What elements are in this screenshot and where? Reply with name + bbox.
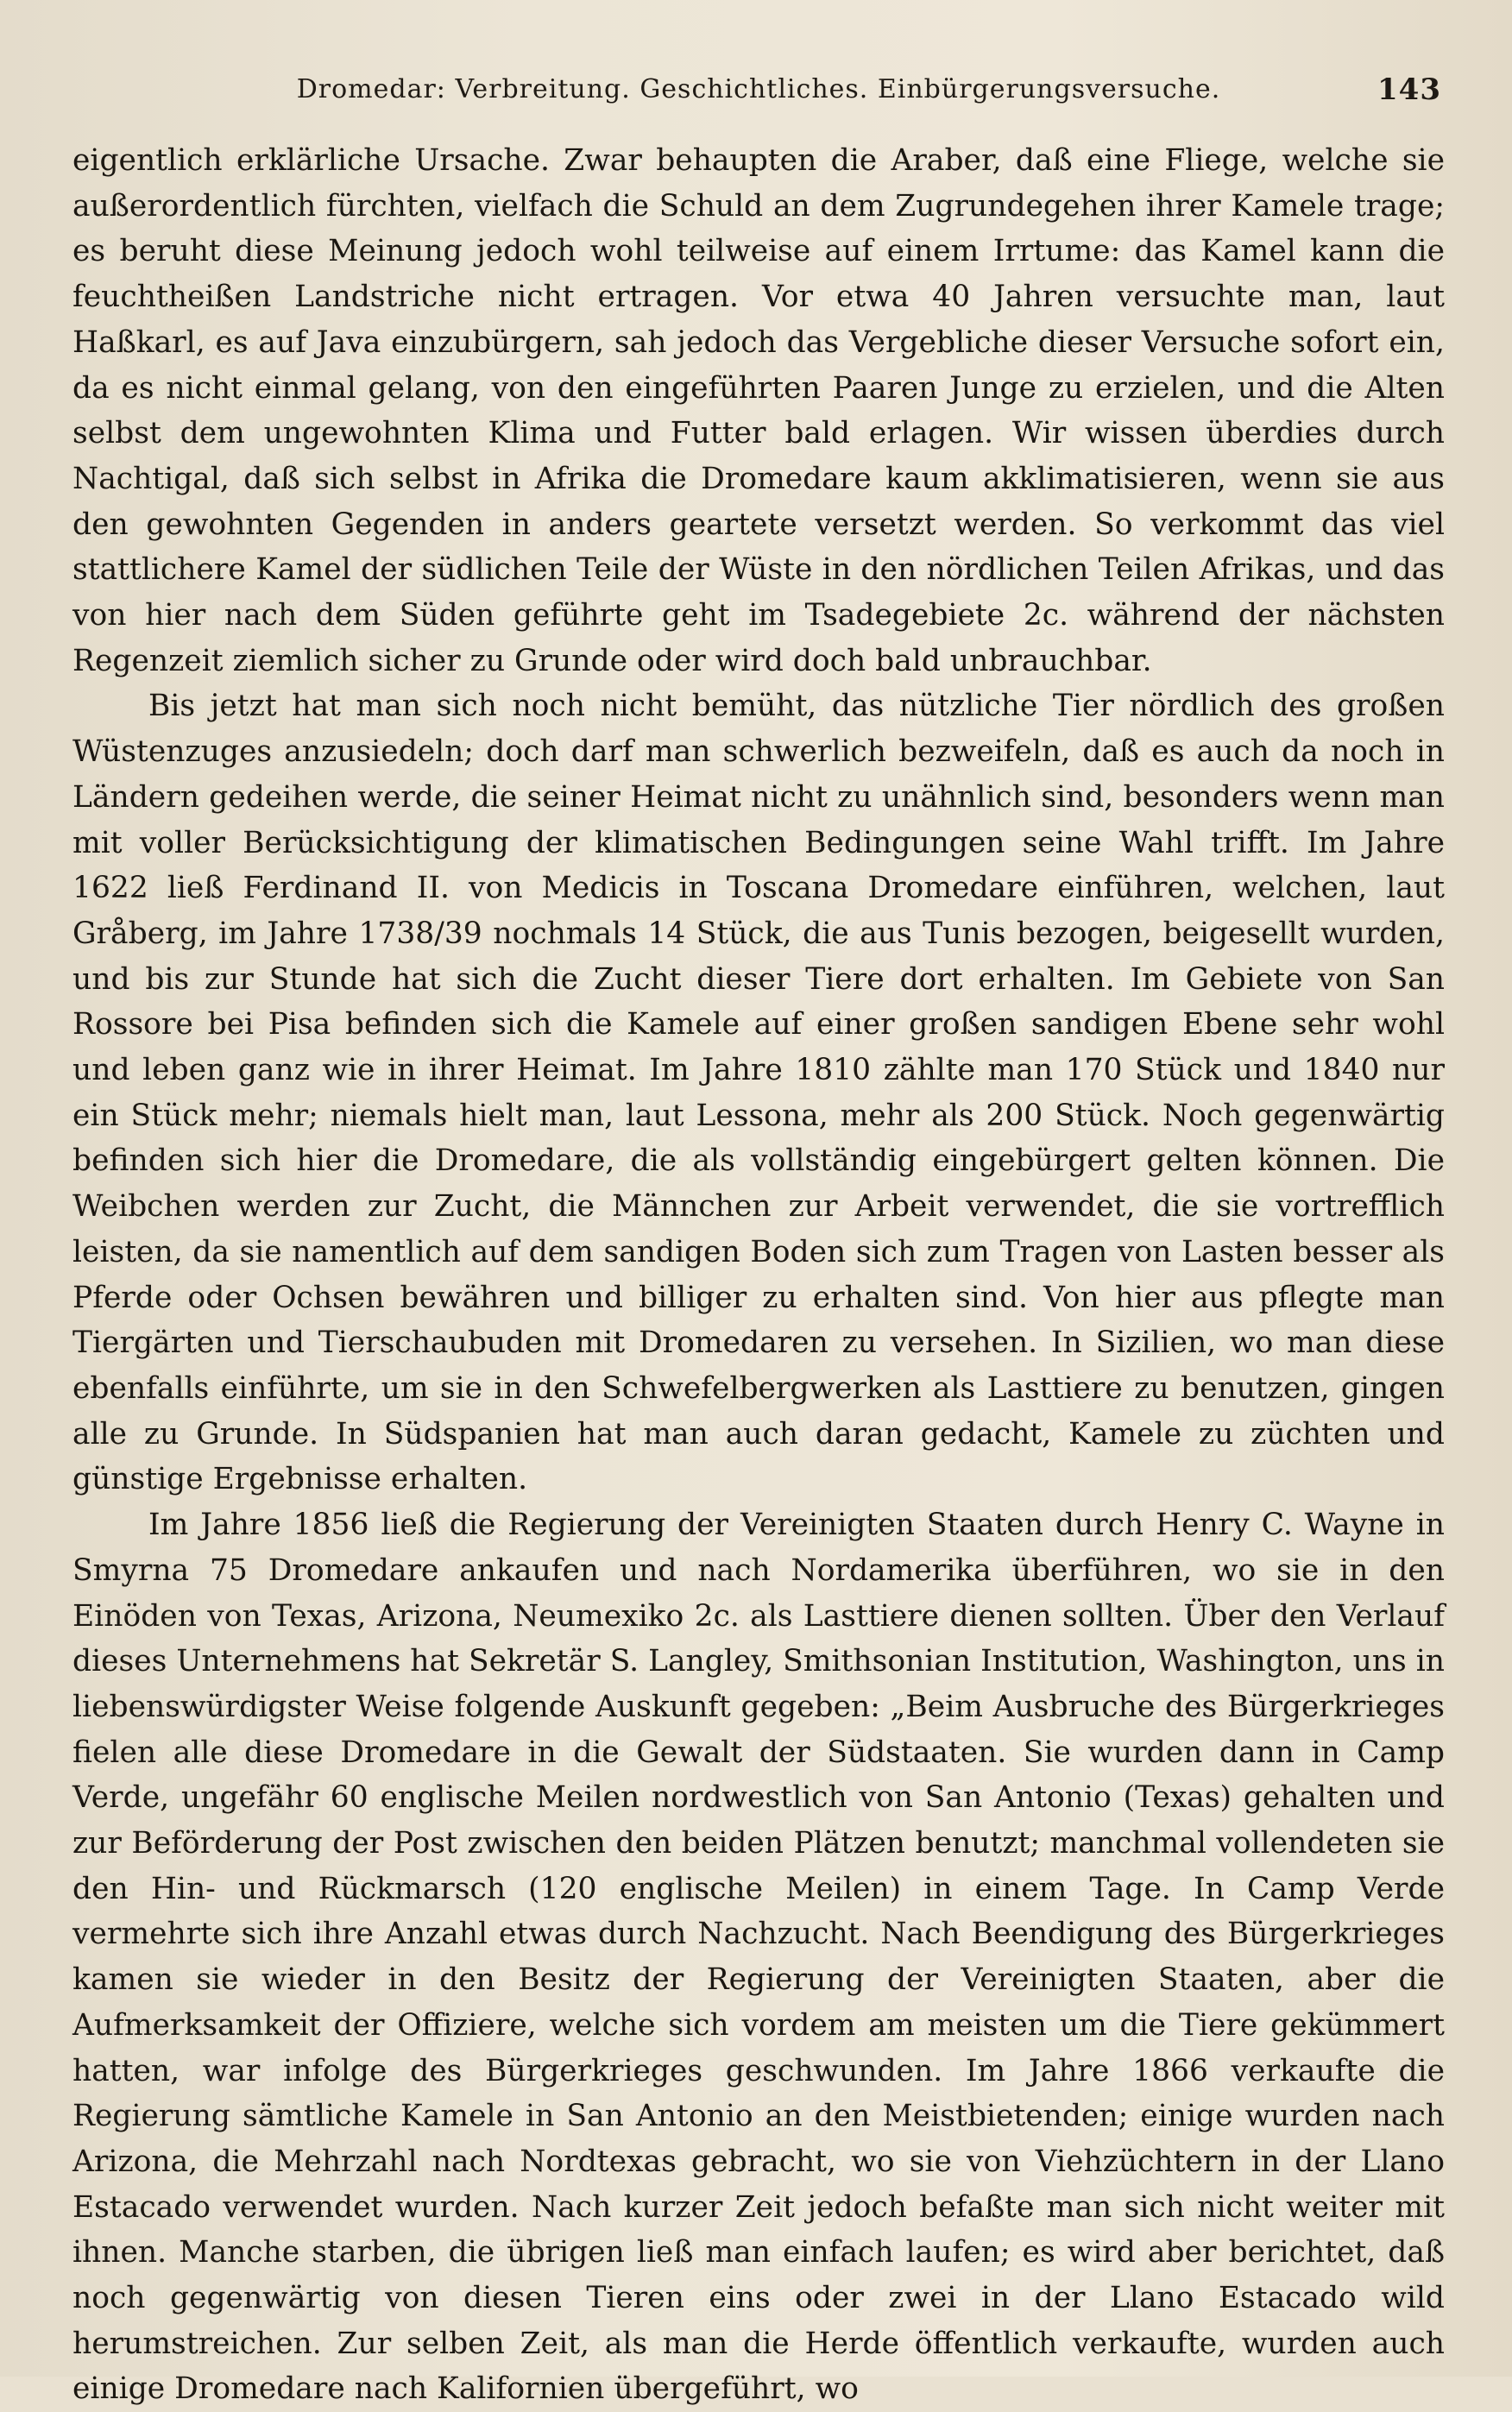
paragraph-3: Im Jahre 1856 ließ die Regierung der Vereinigten Staaten durch Henry C. Wayne in Smyrna 75 Dromedare ankaufen und nach Nordamerika überführen, wo sie in den Einöden von Texas, Arizona, Neumexiko 2c. als Lasttiere dienen sollten. Über den Verlauf dieses Unternehmens hat Sekretär S. Langley, Smithsonian Institution, Washington, uns in liebenswürdigster Weise folgende Auskunft gegeben: „Beim Ausbruche des Bürgerkrieges fielen alle diese Dromedare in die Gewalt der Südstaaten. Sie wurden dann in Camp Verde, ungefähr 60 englische Meilen nordwestlich von San Antonio (Texas) gehalten und zur Beförderung der Post zwischen den beiden Plätzen benutzt; manchmal vollendeten sie den Hin- und Rückmarsch (120 englische Meilen) in einem Tage. In Camp Verde vermehrte sich ihre Anzahl etwas durch Nachzucht. Nach Beendigung des Bürgerkrieges kamen sie wieder in den Besitz der Regierung der Vereinigten Staaten, aber die Aufmerksamkeit der Offiziere, welche sich vordem am meisten um die Tiere gekümmert hatten, war infolge des Bürgerkrieges geschwunden. Im Jahre 1866 verkaufte die Regierung sämtliche Kamele in San Antonio an den Meistbietenden; einige wurden nach Arizona, die Mehrzahl nach Nordtexas gebracht, wo sie von Viehzüchtern in der Llano Estacado verwendet wurden. Nach kurzer Zeit jedoch befaßte man sich nicht weiter mit ihnen. Manche starben, die übrigen ließ man einfach laufen; es wird aber berichtet, daß noch gegenwärtig von diesen Tieren eins oder zwei in der Llano Estacado wild herumstreichen. Zur selben Zeit, als man die Herde öffentlich verkaufte, wurden auch einige Dromedare nach Kalifornien übergeführt, wo (72, 1508, 1445, 2407)
page-number: 143 (1377, 72, 1441, 107)
running-head: Dromedar: Verbreitung. Geschichtliches. Einbürgerungsversuche. (296, 74, 1221, 104)
paragraph-1: eigentlich erklärliche Ursache. Zwar behaupten die Araber, daß eine Fliege, welche sie außerordentlich fürchten, vielfach die Schuld an dem Zugrundegehen ihrer Kamele trage; es beruht diese Meinung jedoch wohl teilweise auf einem Irrtume: das Kamel kann die feuchtheißen Landstriche nicht ertragen. Vor etwa 40 Jahren versuchte man, laut Haßkarl, es auf Java einzubürgern, sah jedoch das Vergebliche dieser Versuche sofort ein, da es nicht einmal gelang, von den eingeführten Paaren Junge zu erzielen, und die Alten selbst dem ungewohnten Klima und Futter bald erlagen. Wir wissen überdies durch Nachtigal, daß sich selbst in Afrika die Dromedare kaum akklimatisieren, wenn sie aus den gewohnten Gegenden in anders geartete versetzt werden. So verkommt das viel stattlichere Kamel der südlichen Teile der Wüste in den nördlichen Teilen Afrikas, und das von hier nach dem Süden geführte geht im Tsadegebiete 2c. während der nächsten Regenzeit ziemlich sicher zu Grunde oder wird doch bald unbrauchbar. (72, 143, 1445, 678)
page-header (76, 67, 1441, 119)
body-text (72, 138, 1445, 2412)
paragraph-2: Bis jetzt hat man sich noch nicht bemüht, das nützliche Tier nördlich des großen Wüstenzuges anzusiedeln; doch darf man schwerlich bezweifeln, daß es auch da noch in Ländern gedeihen werde, die seiner Heimat nicht zu unähnlich sind, besonders wenn man mit voller Berücksichtigung der klimatischen Bedingungen seine Wahl trifft. Im Jahre 1622 ließ Ferdinand II. von Medicis in Toscana Dromedare einführen, welchen, laut Gråberg, im Jahre 1738/39 nochmals 14 Stück, die aus Tunis bezogen, beigesellt wurden, und bis zur Stunde hat sich die Zucht dieser Tiere dort erhalten. Im Gebiete von San Rossore bei Pisa befinden sich die Kamele auf einer großen sandigen Ebene sehr wohl und leben ganz wie in ihrer Heimat. Im Jahre 1810 zählte man 170 Stück und 1840 nur ein Stück mehr; niemals hielt man, laut Lessona, mehr als 200 Stück. Noch gegenwärtig befinden sich hier die Dromedare, die als vollständig eingebürgert gelten können. Die Weibchen werden zur Zucht, die Männchen zur Arbeit verwendet, die sie vortrefflich leisten, da sie namentlich auf dem sandigen Boden sich zum Tragen von Lasten besser als Pferde oder Ochsen bewähren und billiger zu erhalten sind. Von hier aus pflegte man Tiergärten und Tierschaubuden mit Dromedaren zu versehen. In Sizilien, wo man diese ebenfalls einführte, um sie in den Schwefelbergwerken als Lasttiere zu benutzen, gingen alle zu Grunde. In Südspanien hat man auch daran gedacht, Kamele zu züchten und günstige Ergebnisse erhalten. (72, 689, 1445, 1497)
